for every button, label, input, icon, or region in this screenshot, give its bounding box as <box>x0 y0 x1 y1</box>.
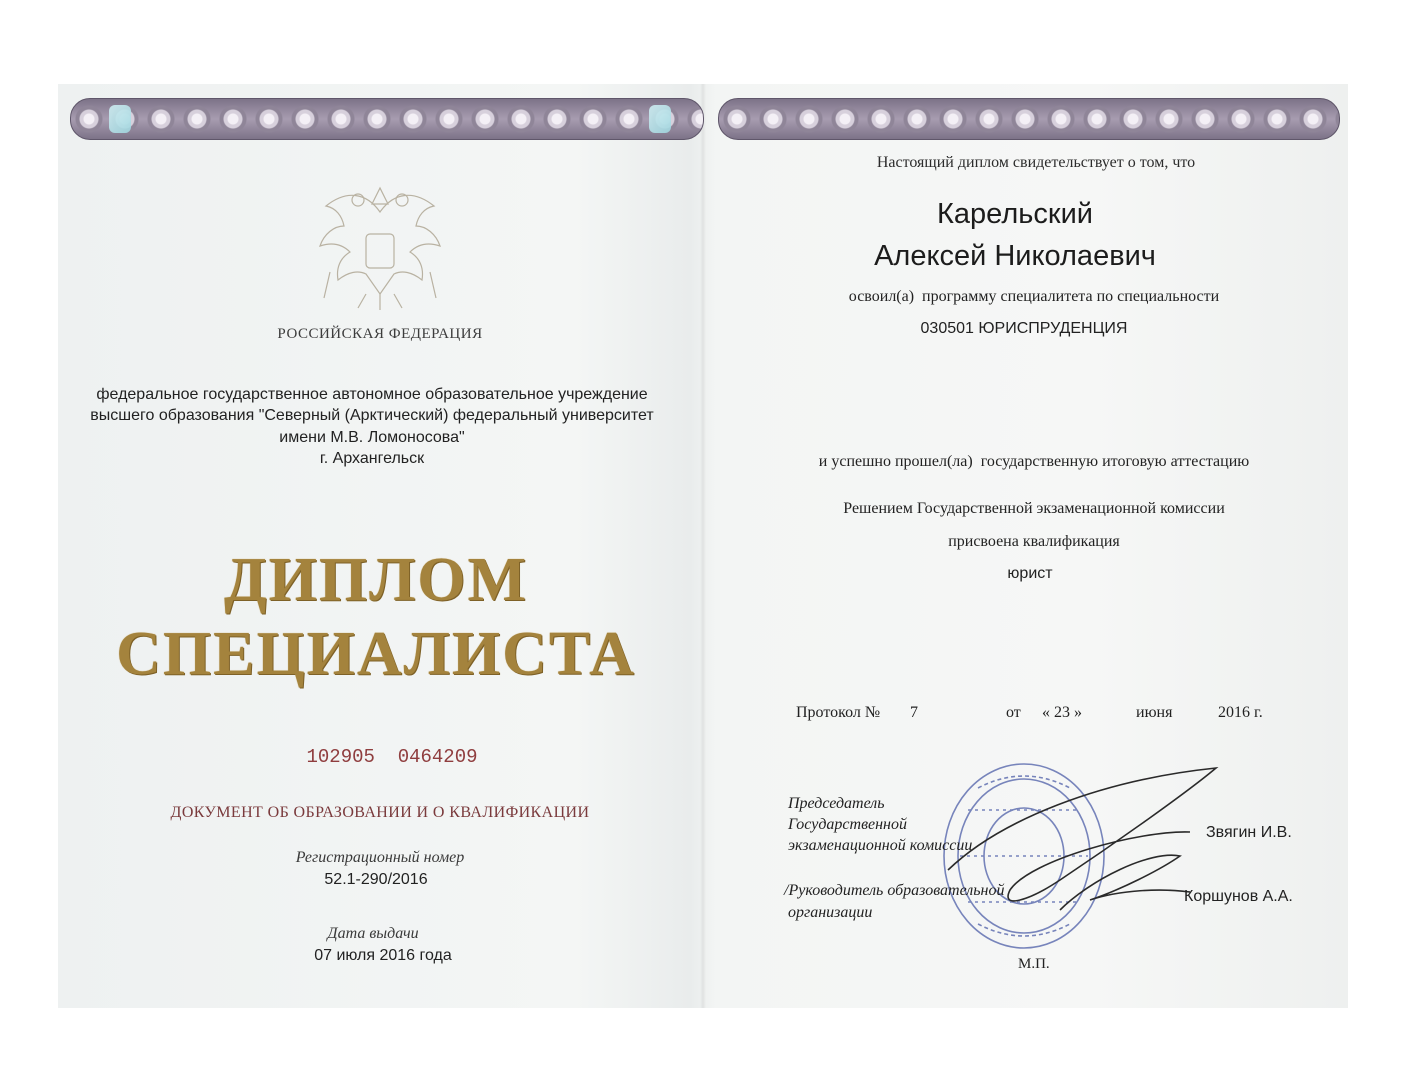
protocol-label: Протокол № <box>796 704 881 721</box>
chairman-title-line-1: Председатель <box>788 795 885 812</box>
country-name: РОССИЙСКАЯ ФЕДЕРАЦИЯ <box>277 326 483 342</box>
institution-city: г. Архангельск <box>319 450 425 467</box>
center-fold <box>700 84 706 1008</box>
hologram-mark <box>109 105 131 133</box>
commission-decision: Решением Государственной экзаменационной комиссии <box>843 500 1225 517</box>
chairman-name: Звягин И.В. <box>1206 824 1292 841</box>
seal-place-mark: М.П. <box>1018 956 1050 972</box>
head-title-line-1: /Руководитель образовательной <box>784 882 1005 899</box>
institution-line-2: высшего образования "Северный (Арктический) федеральный университет <box>90 407 654 424</box>
protocol-from-label: от <box>1006 704 1021 721</box>
diploma-title-line-2: СПЕЦИАЛИСТА <box>116 620 636 688</box>
security-band-left <box>70 98 704 140</box>
security-band-right <box>718 98 1340 140</box>
issue-date: 07 июля 2016 года <box>314 947 452 964</box>
program-text: освоил(а) программу специалитета по специальности <box>848 288 1220 305</box>
institution-line-1: федеральное государственное автономное образовательное учреждение <box>96 386 648 403</box>
protocol-month: июня <box>1136 704 1173 721</box>
certificate-intro: Настоящий диплом свидетельствует о том, что <box>876 154 1196 171</box>
head-name: Коршунов А.А. <box>1184 888 1293 905</box>
issue-date-label: Дата выдачи <box>327 925 419 942</box>
head-title-line-2: организации <box>788 904 873 921</box>
protocol-day: « 23 » <box>1042 704 1082 721</box>
qualification: юрист <box>1007 565 1053 582</box>
hologram-mark <box>649 105 671 133</box>
specialty: 030501 ЮРИСПРУДЕНЦИЯ <box>920 320 1128 337</box>
serial-number: 102905 0464209 <box>306 746 478 768</box>
double-headed-eagle-emblem <box>306 182 454 314</box>
protocol-year: 2016 г. <box>1218 704 1263 721</box>
graduate-surname: Карельский <box>937 198 1093 230</box>
qualification-label: присвоена квалификация <box>948 533 1120 550</box>
registration-number: 52.1-290/2016 <box>324 871 428 888</box>
diploma-title-line-1: ДИПЛОМ <box>223 546 529 614</box>
attestation-text: и успешно прошел(ла) государственную итоговую аттестацию <box>818 453 1250 470</box>
document-type: ДОКУМЕНТ ОБ ОБРАЗОВАНИИ И О КВАЛИФИКАЦИИ <box>170 804 590 821</box>
chairman-title-line-2: Государственной <box>788 816 907 833</box>
registration-label: Регистрационный номер <box>295 849 465 866</box>
protocol-number: 7 <box>910 704 918 721</box>
chairman-title-line-3: экзаменационной комиссии <box>788 837 973 854</box>
institution-line-3: имени М.В. Ломоносова" <box>279 429 465 446</box>
graduate-given-names: Алексей Николаевич <box>874 240 1156 272</box>
